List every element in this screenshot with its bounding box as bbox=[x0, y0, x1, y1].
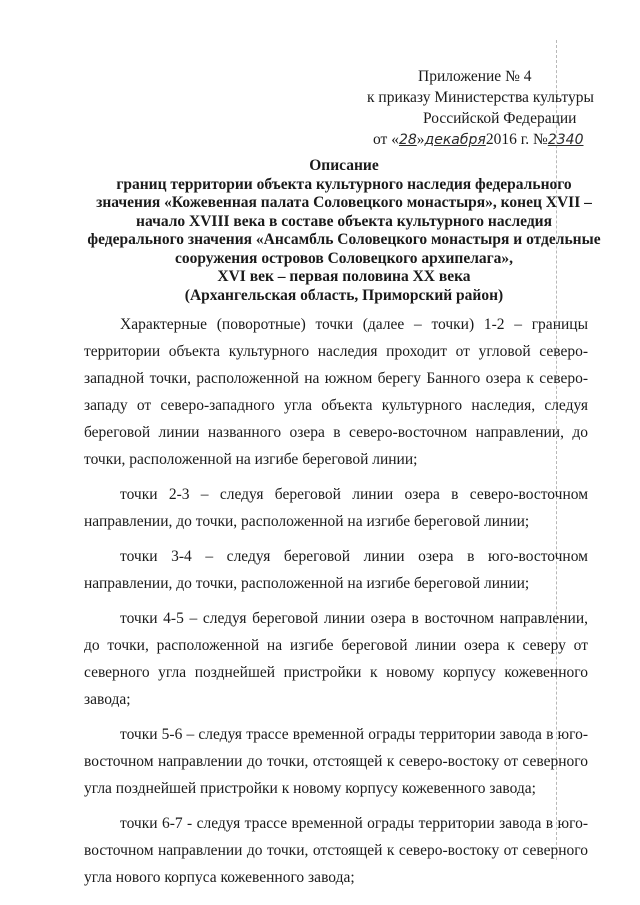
ministry-name: Российской Федерации bbox=[423, 110, 577, 127]
title-heading: Описание bbox=[309, 157, 379, 174]
paragraph-points-3-4: точки 3-4 – следуя береговой линии озера в юго-восточном направлении, до точки, расположенной на изгибе береговой линии; bbox=[84, 548, 588, 592]
handwritten-month: декабря bbox=[424, 132, 486, 148]
title-line: сооружения островов Соловецкого архипелага», bbox=[174, 249, 514, 267]
handwritten-order-number: 2340 bbox=[547, 132, 584, 148]
appendix-number: Приложение № 4 bbox=[418, 68, 532, 85]
order-date-line bbox=[373, 129, 583, 151]
paragraph-points-5-6: точки 5-6 – следуя трассе временной ограды территории завода в юго-восточном направлении до точки, отстоящей к северо-востоку от северного угла позднейшей пристройки к новому корпусу кожевенного завода; bbox=[84, 726, 588, 797]
paragraph-points-2-3: точки 2-3 – следуя береговой линии озера в северо-восточном направлении, до точки, расположенной на изгибе береговой линии; bbox=[84, 486, 588, 530]
title-line: XVI век – первая половина XX века bbox=[217, 268, 471, 285]
order-reference: к приказу Министерства культуры bbox=[367, 89, 594, 106]
paragraph-points-1-2: Характерные (поворотные) точки (далее – точки) 1-2 – границы территории объекта культурного наследия проходит от угловой северо-западной точки, расположенной на южном берегу Банного озера к северо-западу от северо-западного угла объекта культурного наследия, следуя береговой линии названного озера в северо-восточном направлении, до точки, расположенной на изгибе береговой линии; bbox=[84, 316, 588, 468]
title-line: границ территории объекта культурного наследия федерального bbox=[116, 175, 572, 193]
date-prefix: от « bbox=[373, 131, 399, 148]
date-mid: » bbox=[416, 131, 425, 148]
date-year: 2016 г. № bbox=[485, 131, 548, 148]
handwritten-day: 28 bbox=[398, 132, 417, 148]
document-title bbox=[80, 157, 608, 305]
boundary-description bbox=[84, 311, 588, 899]
paragraph-points-4-5: точки 4-5 – следуя береговой линии озера в восточном направлении, до точки, расположенной на изгибе береговой линии озера к северу от северного угла позднейшей пристройки к новому корпусу кожевенного завода; bbox=[84, 610, 588, 708]
title-line: значения «Кожевенная палата Соловецкого монастыря», конец XVII – bbox=[96, 194, 592, 211]
paragraph-points-6-7: точки 6-7 - следуя трассе временной ограды территории завода в юго-восточном направлении до точки, отстоящей к северо-востоку от северного угла нового корпуса кожевенного завода; bbox=[84, 815, 588, 886]
title-line: (Архангельская область, Приморский район) bbox=[184, 286, 504, 304]
title-line: начало XVIII века в составе объекта культурного наследия bbox=[136, 212, 552, 230]
title-line: федерального значения «Ансамбль Соловецкого монастыря и отдельные bbox=[87, 231, 601, 248]
